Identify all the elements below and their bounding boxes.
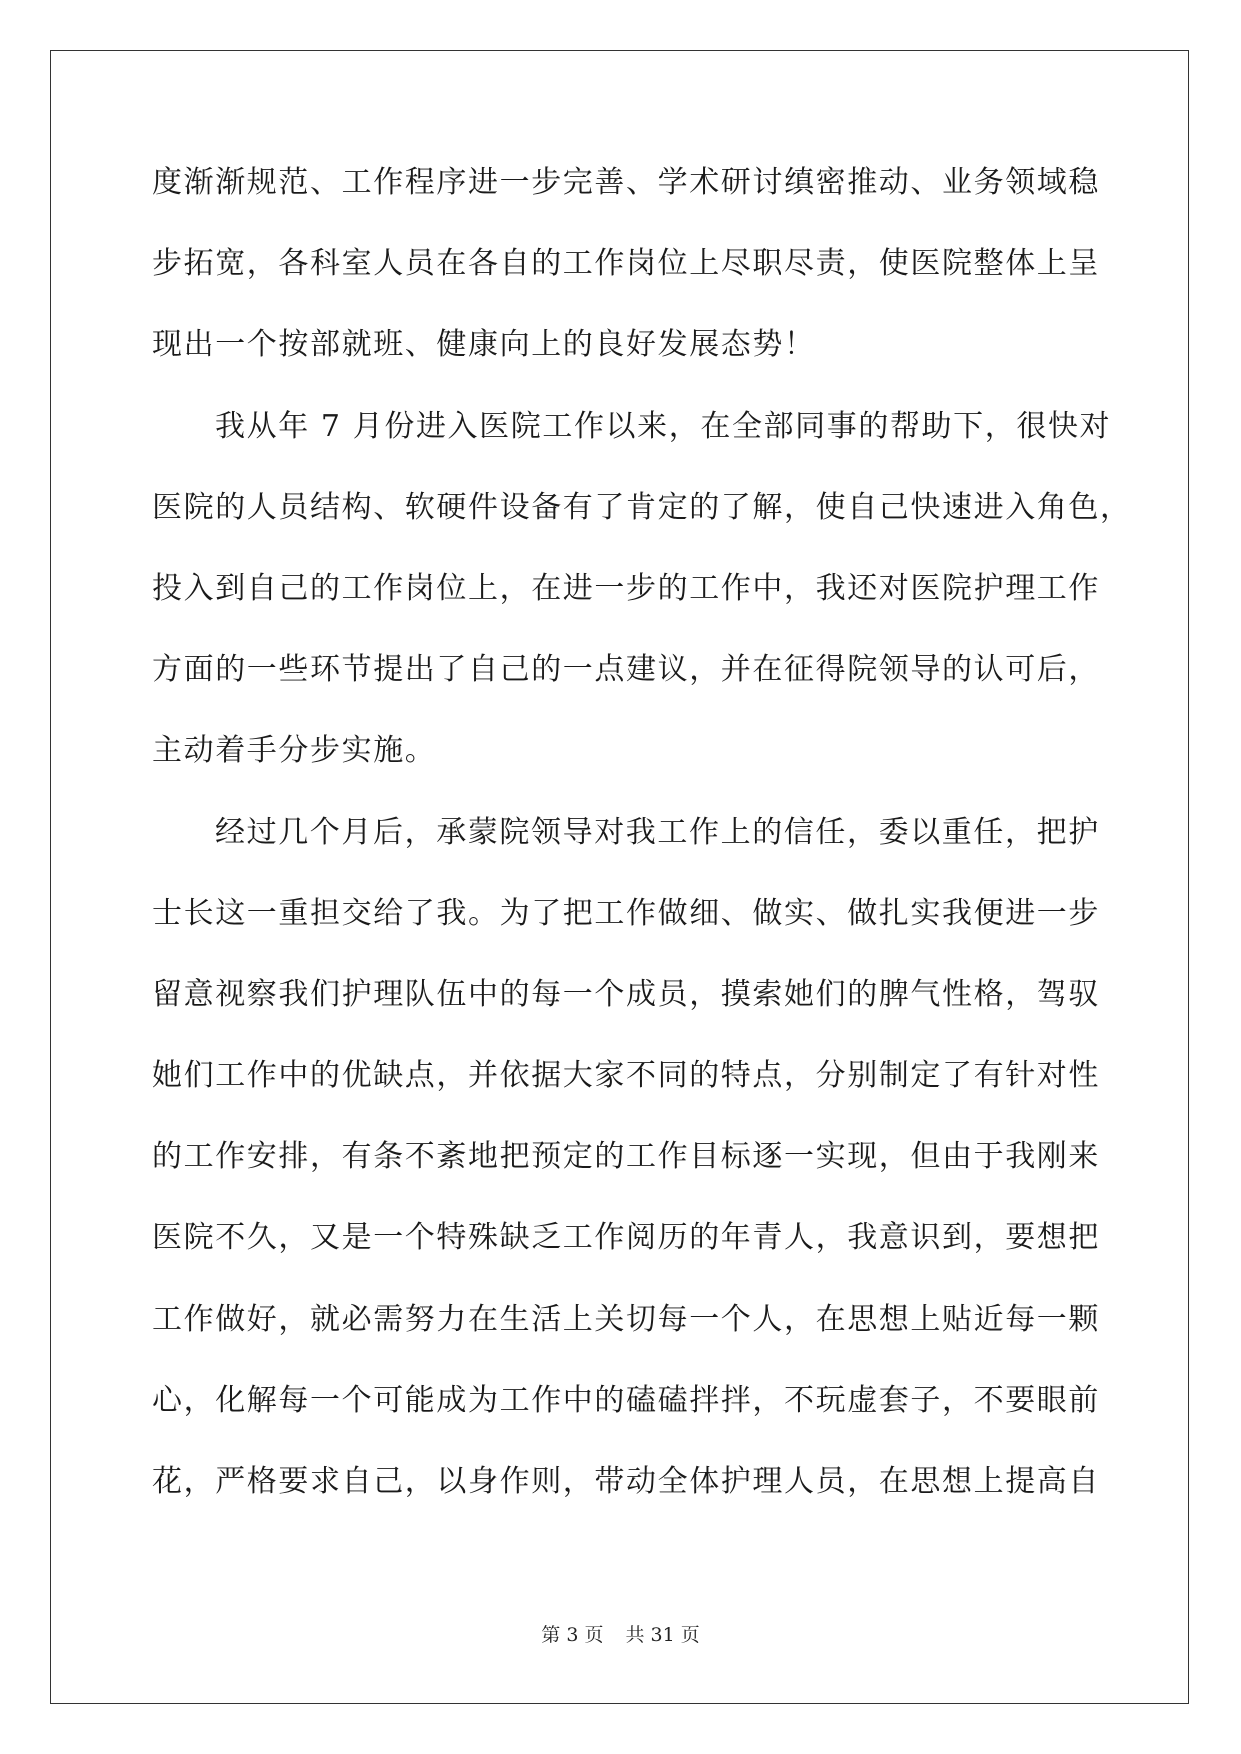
text-line-10: 士长这一重担交给了我。为了把工作做细、做实、做扎实我便进一步 xyxy=(152,895,1100,931)
text-line-7: 方面的一些环节提出了自己的一点建议，并在征得院领导的认可后， xyxy=(152,652,1100,688)
text-line-8: 主动着手分步实施。 xyxy=(152,733,437,769)
text-line-9: 经过几个月后，承蒙院领导对我工作上的信任，委以重任，把护 xyxy=(215,814,1100,850)
text-line-4: 我从年 7 月份进入医院工作以来，在全部同事的帮助下，很快对 xyxy=(215,408,1112,444)
text-line-2: 步拓宽，各科室人员在各自的工作岗位上尽职尽责，使医院整体上呈 xyxy=(152,246,1100,282)
text-line-17: 花，严格要求自己，以身作则，带动全体护理人员，在思想上提高自 xyxy=(152,1464,1100,1499)
page-total: 共 31 页 xyxy=(625,1624,700,1646)
text-line-5: 医院的人员结构、软硬件设备有了肯定的了解，使自己快速进入角色， xyxy=(152,489,1132,525)
page-number: 第 3 页 xyxy=(541,1624,604,1646)
text-line-3: 现出一个按部就班、健康向上的良好发展态势！ xyxy=(152,327,816,363)
text-line-14: 医院不久，又是一个特殊缺乏工作阅历的年青人，我意识到，要想把 xyxy=(152,1220,1100,1256)
text-line-15: 工作做好，就必需努力在生活上关切每一个人，在思想上贴近每一颗 xyxy=(152,1301,1100,1337)
text-line-6: 投入到自己的工作岗位上，在进一步的工作中，我还对医院护理工作 xyxy=(152,570,1100,606)
text-line-11: 留意视察我们护理队伍中的每一个成员，摸索她们的脾气性格，驾驭 xyxy=(152,976,1100,1012)
text-line-13: 的工作安排，有条不紊地把预定的工作目标逐一实现，但由于我刚来 xyxy=(152,1139,1100,1175)
text-line-1: 度渐渐规范、工作程序进一步完善、学术研讨缜密推动、业务领域稳 xyxy=(152,165,1100,200)
page-footer xyxy=(0,1623,1241,1647)
text-line-16: 心，化解每一个可能成为工作中的磕磕拌拌，不玩虚套子，不要眼前 xyxy=(152,1382,1100,1418)
text-line-12: 她们工作中的优缺点，并依据大家不同的特点，分别制定了有针对性 xyxy=(152,1058,1100,1094)
document-body xyxy=(152,163,1132,1543)
